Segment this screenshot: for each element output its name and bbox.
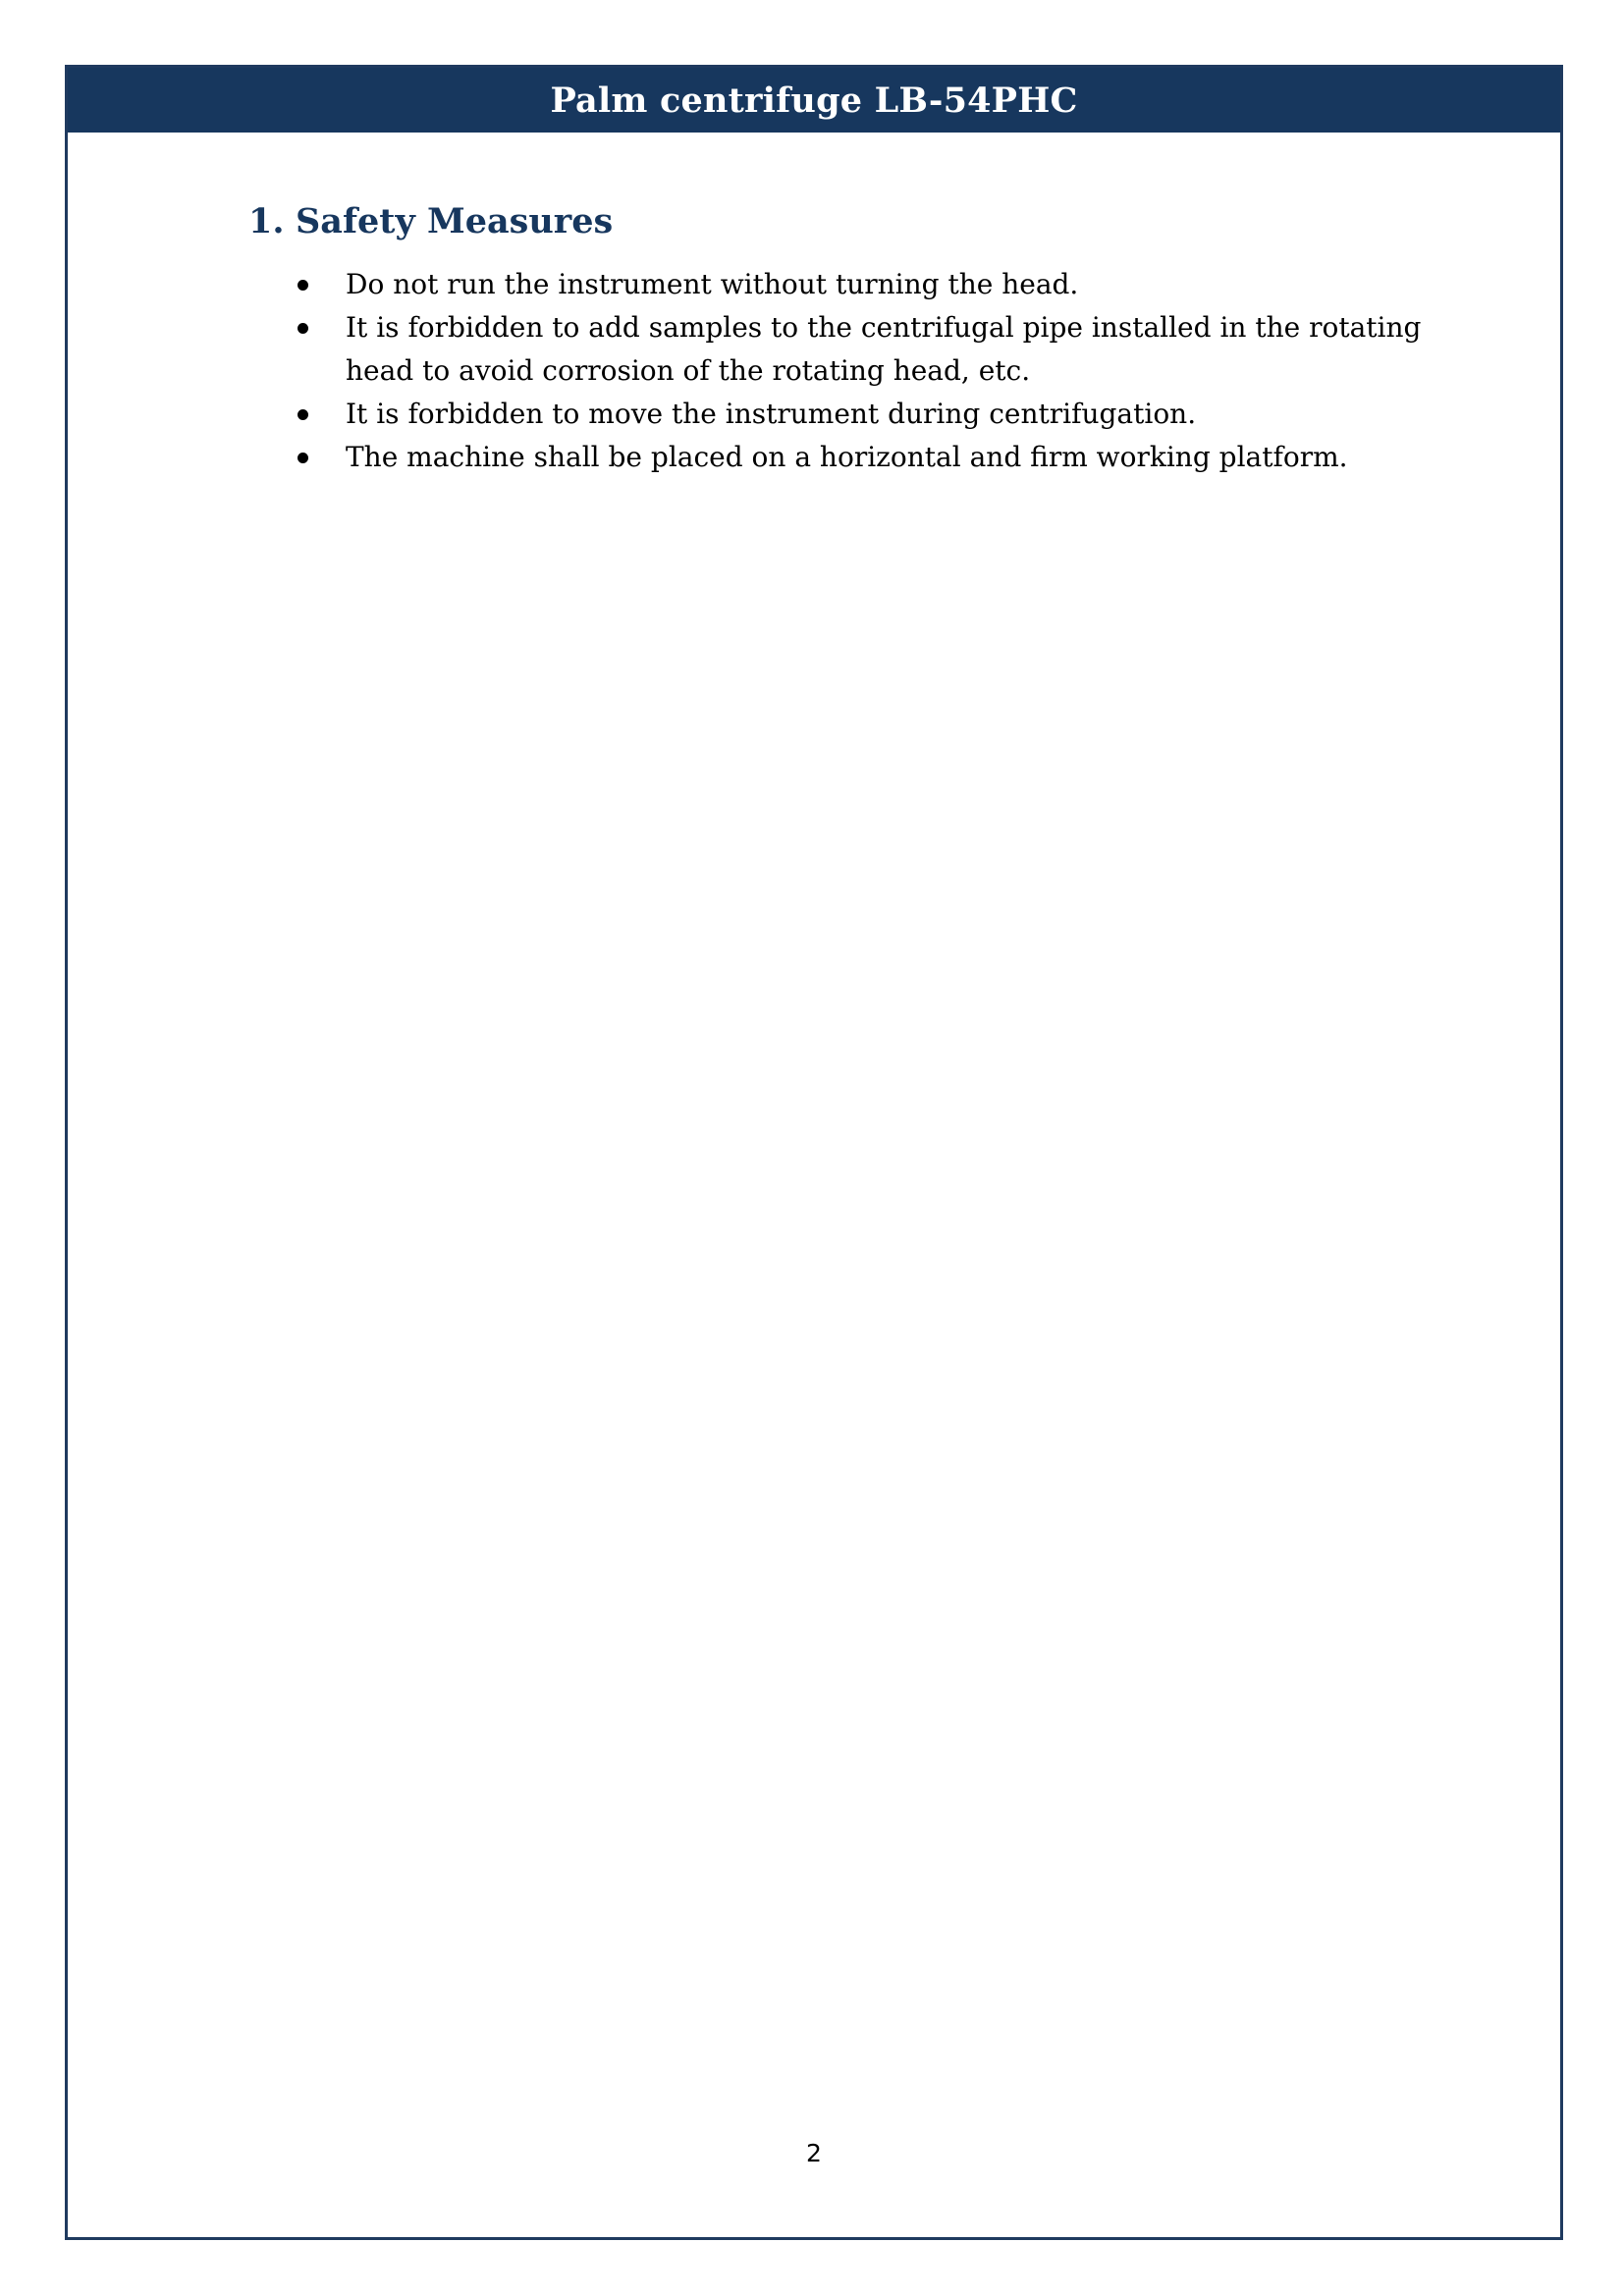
section-heading xyxy=(248,201,1476,241)
list-item xyxy=(248,263,1476,306)
bullet-icon xyxy=(298,409,308,420)
list-item-text: It is forbidden to add samples to the centrifugal pipe installed in the rotating head to avoid corrosion of the rotating head, etc. xyxy=(346,311,1422,387)
header-bar xyxy=(68,68,1560,133)
section-number: 1. xyxy=(248,201,285,241)
list-item-text: It is forbidden to move the instrument during centrifugation. xyxy=(346,398,1197,430)
page-number: 2 xyxy=(806,2139,822,2167)
document-title: Palm centrifuge LB-54PHC xyxy=(550,80,1078,121)
list-item xyxy=(248,436,1476,479)
list-item-text: The machine shall be placed on a horizontal and firm working platform. xyxy=(346,441,1348,473)
safety-bullet-list xyxy=(248,263,1476,479)
bullet-icon xyxy=(298,323,308,334)
safety-measures-section xyxy=(248,201,1476,479)
bullet-icon xyxy=(298,280,308,291)
list-item xyxy=(248,306,1476,393)
list-item-text: Do not run the instrument without turning the head. xyxy=(346,268,1079,300)
list-item xyxy=(248,393,1476,436)
page-frame xyxy=(65,65,1563,2240)
bullet-icon xyxy=(298,453,308,463)
section-title: Safety Measures xyxy=(296,201,614,241)
